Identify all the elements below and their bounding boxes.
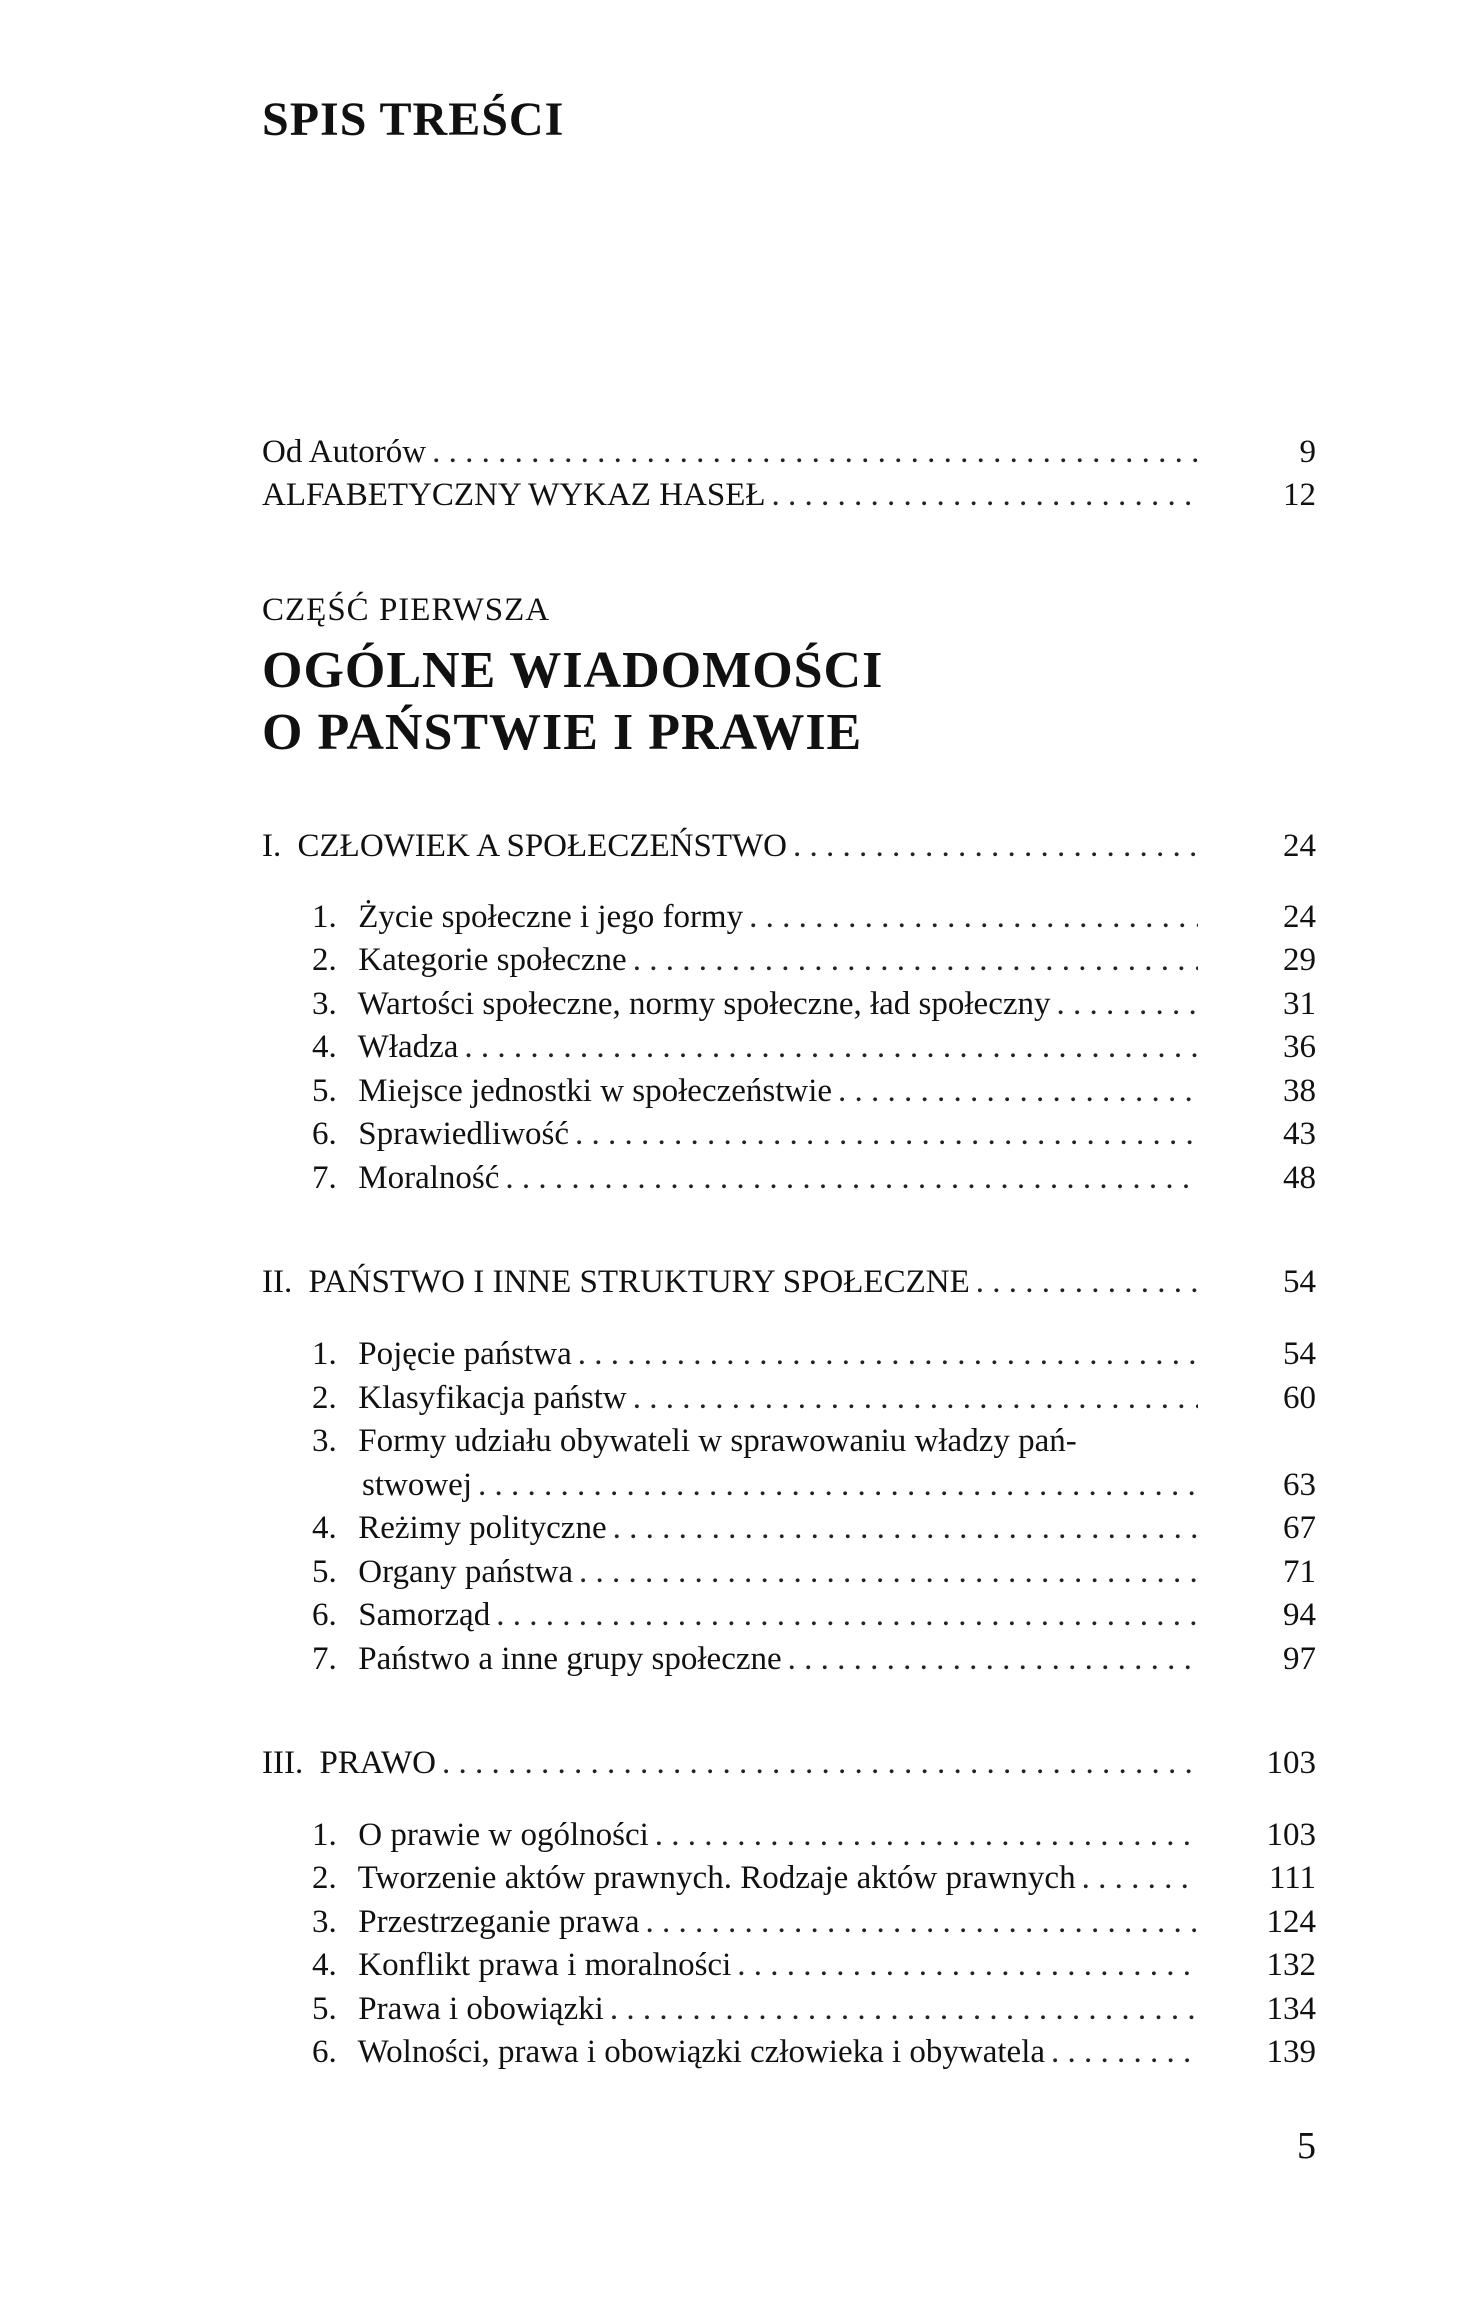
section-number: 3. bbox=[312, 1904, 337, 1940]
toc-entry-page: 31 bbox=[1283, 986, 1316, 1022]
section-number: 1. bbox=[312, 1817, 337, 1853]
toc-section-2-3-line-1[interactable] bbox=[312, 1421, 1316, 1461]
section-title: Życie społeczne i jego formy bbox=[358, 899, 744, 935]
leader-dots bbox=[578, 1334, 1198, 1374]
toc-section-3-5[interactable] bbox=[312, 1989, 1316, 2029]
toc-entry-page: 124 bbox=[1266, 1904, 1316, 1940]
leader-dots bbox=[610, 1989, 1198, 2029]
toc-entry-page: 43 bbox=[1283, 1116, 1316, 1152]
leader-dots bbox=[655, 1815, 1198, 1855]
toc-entry-page: 38 bbox=[1283, 1073, 1316, 1109]
toc-section-3-6[interactable] bbox=[312, 2032, 1316, 2072]
part-title-line-2: O PAŃSTWIE I PRAWIE bbox=[262, 704, 863, 761]
toc-chapter-2[interactable] bbox=[262, 1262, 1316, 1302]
leader-dots bbox=[613, 1508, 1198, 1548]
toc-entry-page: 134 bbox=[1266, 1991, 1316, 2027]
toc-chapter-3[interactable] bbox=[262, 1743, 1316, 1783]
toc-entry-page: 71 bbox=[1283, 1554, 1316, 1590]
part-label: CZĘŚĆ PIERWSZA bbox=[262, 592, 551, 628]
toc-entry-page: 48 bbox=[1283, 1160, 1316, 1196]
toc-entry-page: 103 bbox=[1266, 1745, 1316, 1781]
leader-dots bbox=[478, 1465, 1198, 1505]
section-number: 3. bbox=[312, 986, 337, 1022]
section-number: 3. bbox=[312, 1423, 337, 1459]
leader-dots bbox=[1082, 1858, 1198, 1898]
toc-section-3-3[interactable] bbox=[312, 1902, 1316, 1942]
toc-section-2-1[interactable] bbox=[312, 1334, 1316, 1374]
section-title: Miejsce jednostki w społeczeństwie bbox=[358, 1073, 833, 1109]
toc-section-1-4[interactable] bbox=[312, 1027, 1316, 1067]
leader-dots bbox=[737, 1945, 1198, 1985]
section-number: 5. bbox=[312, 1991, 337, 2027]
section-title: stwowej bbox=[362, 1467, 472, 1503]
section-title: Przestrzeganie prawa bbox=[358, 1904, 640, 1940]
leader-dots bbox=[793, 826, 1198, 866]
leader-dots bbox=[575, 1114, 1198, 1154]
leader-dots bbox=[496, 1595, 1198, 1635]
toc-chapter-1[interactable] bbox=[262, 826, 1316, 866]
section-number: 1. bbox=[312, 899, 337, 935]
toc-section-2-6[interactable] bbox=[312, 1595, 1316, 1635]
chapter-title: PAŃSTWO I INNE STRUKTURY SPOŁECZNE bbox=[308, 1264, 970, 1300]
section-title: Moralność bbox=[358, 1160, 500, 1196]
leader-dots bbox=[633, 1378, 1198, 1418]
toc-section-2-7[interactable] bbox=[312, 1639, 1316, 1679]
leader-dots bbox=[788, 1639, 1198, 1679]
leader-dots bbox=[442, 1743, 1198, 1783]
section-title: Państwo a inne grupy społeczne bbox=[358, 1641, 782, 1677]
part-title-line-1: OGÓLNE WIADOMOŚCI bbox=[262, 642, 884, 699]
chapter-title: PRAWO bbox=[319, 1745, 436, 1781]
leader-dots bbox=[838, 1071, 1198, 1111]
toc-entry-page: 36 bbox=[1283, 1029, 1316, 1065]
chapter-number: II. bbox=[262, 1264, 293, 1300]
toc-entry-page: 67 bbox=[1283, 1510, 1316, 1546]
toc-entry-page: 24 bbox=[1283, 899, 1316, 935]
toc-section-2-3[interactable] bbox=[362, 1465, 1316, 1505]
toc-entry-alfabetyczny-wykaz[interactable] bbox=[262, 475, 1316, 515]
section-number: 7. bbox=[312, 1160, 337, 1196]
toc-entry-page: 139 bbox=[1266, 2034, 1316, 2070]
toc-entry-page: 54 bbox=[1283, 1336, 1316, 1372]
toc-entry-label: Od Autorów bbox=[262, 434, 427, 470]
toc-entry-page: 94 bbox=[1283, 1597, 1316, 1633]
toc-entry-page: 54 bbox=[1283, 1264, 1316, 1300]
toc-entry-od-autorow[interactable] bbox=[262, 432, 1316, 472]
toc-entry-page: 24 bbox=[1283, 828, 1316, 864]
toc-section-2-4[interactable] bbox=[312, 1508, 1316, 1548]
section-title-line-1: Formy udziału obywateli w sprawowaniu władzy pań- bbox=[358, 1423, 1077, 1459]
section-title: Prawa i obowiązki bbox=[358, 1991, 604, 2027]
section-title: Władza bbox=[357, 1029, 459, 1065]
section-title: Wartości społeczne, normy społeczne, ład społeczny bbox=[357, 986, 1051, 1022]
section-title: Klasyfikacja państw bbox=[358, 1380, 627, 1416]
leader-dots bbox=[633, 940, 1198, 980]
toc-section-1-5[interactable] bbox=[312, 1071, 1316, 1111]
section-number: 1. bbox=[312, 1336, 337, 1372]
section-number: 7. bbox=[312, 1641, 337, 1677]
section-number: 6. bbox=[312, 1597, 337, 1633]
section-number: 2. bbox=[312, 1860, 337, 1896]
section-title: Organy państwa bbox=[358, 1554, 574, 1590]
section-number: 2. bbox=[312, 1380, 337, 1416]
section-number: 4. bbox=[312, 1510, 337, 1546]
toc-entry-label: ALFABETYCZNY WYKAZ HASEŁ bbox=[262, 477, 766, 513]
leader-dots bbox=[1051, 2032, 1198, 2072]
section-title: Kategorie społeczne bbox=[358, 942, 627, 978]
section-title: Sprawiedliwość bbox=[358, 1116, 570, 1152]
chapter-title: CZŁOWIEK A SPOŁECZEŃSTWO bbox=[297, 828, 787, 864]
toc-section-1-2[interactable] bbox=[312, 940, 1316, 980]
section-number: 6. bbox=[312, 1116, 337, 1152]
leader-dots bbox=[749, 897, 1198, 937]
chapter-number: III. bbox=[262, 1745, 304, 1781]
toc-section-2-5[interactable] bbox=[312, 1552, 1316, 1592]
leader-dots bbox=[976, 1262, 1198, 1302]
part-title bbox=[262, 640, 883, 764]
toc-entry-page: 29 bbox=[1283, 942, 1316, 978]
toc-section-3-4[interactable] bbox=[312, 1945, 1316, 1985]
leader-dots bbox=[646, 1902, 1198, 1942]
page-number: 5 bbox=[1297, 2125, 1316, 2167]
section-title: Samorząd bbox=[358, 1597, 491, 1633]
toc-section-1-7[interactable] bbox=[312, 1158, 1316, 1198]
toc-entry-page: 63 bbox=[1283, 1467, 1316, 1503]
chapter-number: I. bbox=[262, 828, 282, 864]
leader-dots bbox=[505, 1158, 1198, 1198]
toc-section-1-6[interactable] bbox=[312, 1114, 1316, 1154]
section-number: 5. bbox=[312, 1073, 337, 1109]
toc-entry-page: 97 bbox=[1283, 1641, 1316, 1677]
toc-section-1-3[interactable] bbox=[312, 984, 1316, 1024]
section-number: 2. bbox=[312, 942, 337, 978]
section-title: Reżimy polityczne bbox=[358, 1510, 607, 1546]
section-title: O prawie w ogólności bbox=[358, 1817, 649, 1853]
leader-dots bbox=[579, 1552, 1198, 1592]
section-number: 4. bbox=[312, 1947, 337, 1983]
toc-entry-page: 111 bbox=[1268, 1860, 1316, 1896]
section-title: Pojęcie państwa bbox=[358, 1336, 572, 1372]
page-title: SPIS TREŚCI bbox=[262, 93, 565, 146]
toc-section-3-2[interactable] bbox=[312, 1858, 1316, 1898]
toc-entry-page: 60 bbox=[1283, 1380, 1316, 1416]
leader-dots bbox=[432, 432, 1198, 472]
toc-entry-page: 12 bbox=[1283, 477, 1316, 513]
section-number: 4. bbox=[312, 1029, 337, 1065]
toc-section-3-1[interactable] bbox=[312, 1815, 1316, 1855]
toc-section-2-2[interactable] bbox=[312, 1378, 1316, 1418]
section-number: 6. bbox=[312, 2034, 337, 2070]
section-number: 5. bbox=[312, 1554, 337, 1590]
toc-entry-page: 132 bbox=[1266, 1947, 1316, 1983]
section-title: Konflikt prawa i moralności bbox=[358, 1947, 732, 1983]
toc-entry-page: 9 bbox=[1299, 434, 1316, 470]
section-title: Wolności, prawa i obowiązki człowieka i obywatela bbox=[357, 2034, 1046, 2070]
toc-section-1-1[interactable] bbox=[312, 897, 1316, 937]
toc-entry-page: 103 bbox=[1266, 1817, 1316, 1853]
section-title: Tworzenie aktów prawnych. Rodzaje aktów prawnych bbox=[357, 1860, 1076, 1896]
leader-dots bbox=[772, 475, 1198, 515]
leader-dots bbox=[464, 1027, 1198, 1067]
leader-dots bbox=[1057, 984, 1199, 1024]
